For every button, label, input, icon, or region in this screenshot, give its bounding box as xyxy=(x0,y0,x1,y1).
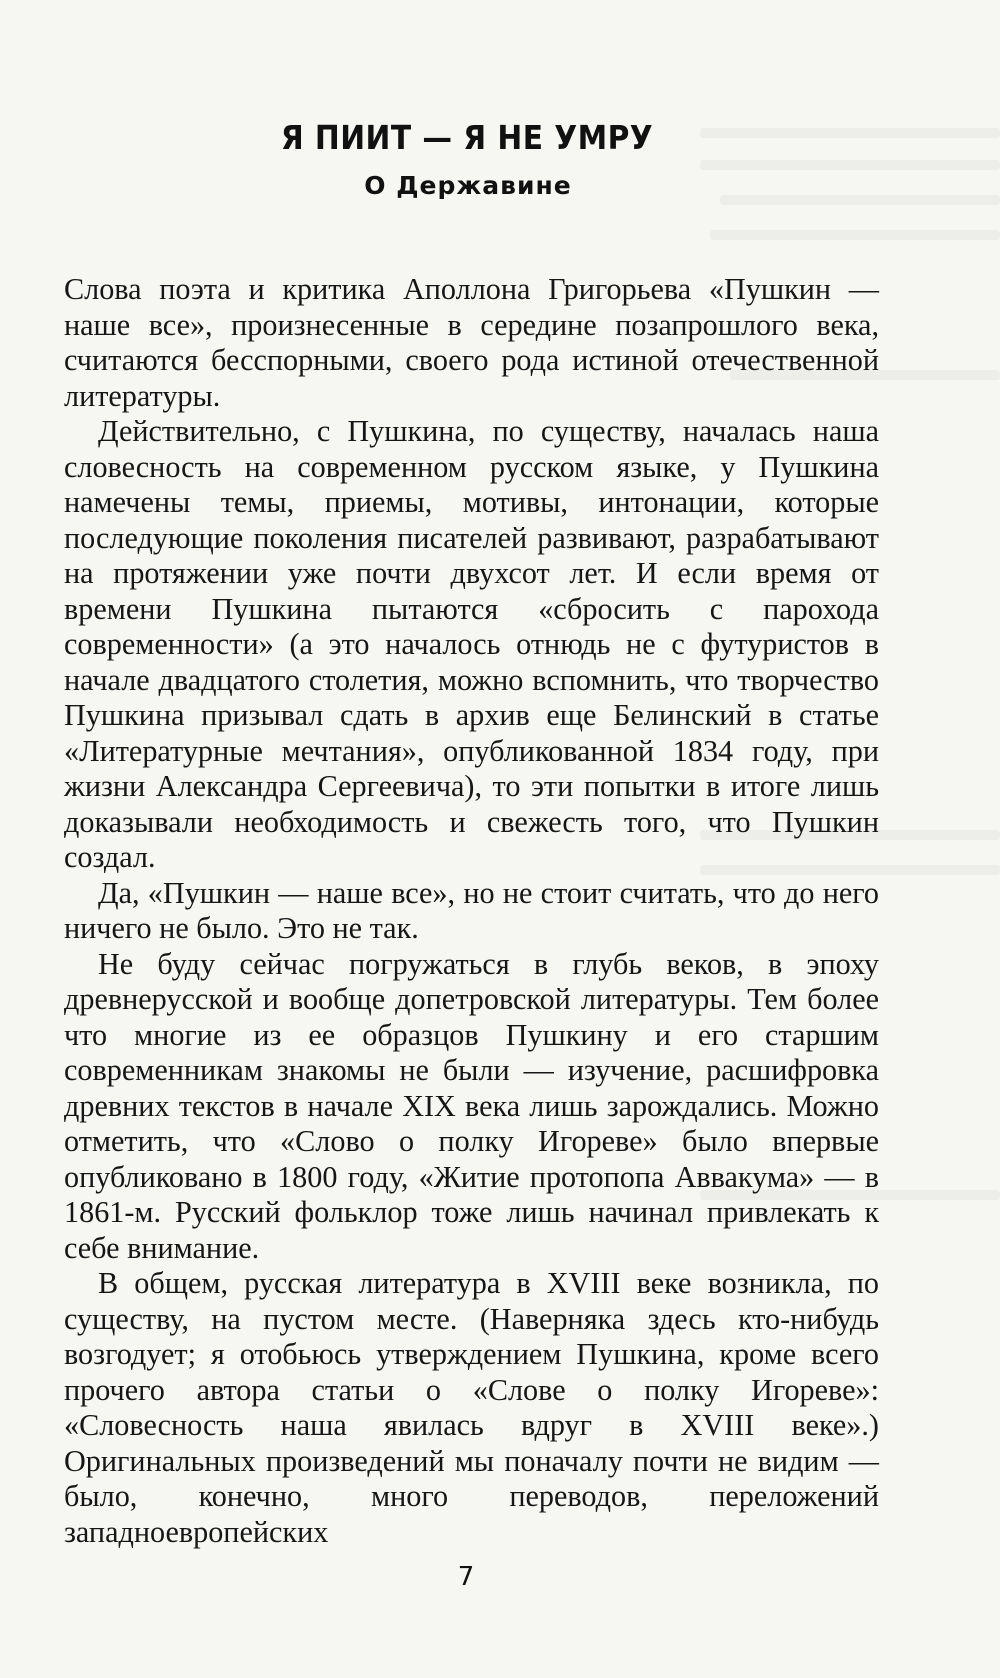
paragraph: Да, «Пушкин — наше все», но не стоит считать, что до него ничего не было. Это не так. xyxy=(64,875,879,945)
chapter-title: Я ПИИТ — Я НЕ УМРУ xyxy=(280,118,654,157)
paragraph: Действительно, с Пушкина, по существу, началась наша словесность на современном русском языке, у Пушкина намечены темы, приемы, мотивы, интонации, которые последующие поколения писателей развивают, разрабатывают на протяжении уже почти двухсот лет. И если время от времени Пушкина пытаются «сбросить с парохода современности» (а это началось отнюдь не с футуристов в начале двадцатого столетия, можно вспомнить, что творчество Пушкина призывал сдать в архив еще Белинский в статье «Литературные мечтания», опубликованной 1834 году, при жизни Александра Сергеевича), то эти попытки в итоге лишь доказывали необходимость и свежесть того, что Пушкин создал. xyxy=(64,414,879,874)
page-number: 7 xyxy=(457,1562,475,1592)
paragraph: Не буду сейчас погружаться в глубь веков, в эпоху древнерусской и вообще допетровской литературы. Тем более что многие из ее образцов Пушкину и его старшим современникам знакомы не были — изучение, расшифровка древних текстов в начале XIX века лишь зарождались. Можно отметить, что «Слово о полку Игореве» было впервые опубликовано в 1800 году, «Житие протопопа Аввакума» — в 1861-м. Русский фольклор тоже лишь начинал привлекать к себе внимание. xyxy=(64,946,879,1265)
paragraph: Слова поэта и критика Аполлона Григорьева «Пушкин — наше все», произнесенные в середине позапрошлого века, считаются бесспорными, своего рода истиной отечественной литературы. xyxy=(64,272,879,413)
chapter-subtitle: О Державине xyxy=(364,171,572,200)
body-text xyxy=(64,272,879,1550)
paragraph: В общем, русская литература в XVIII веке возникла, по существу, на пустом месте. (Наверняка здесь кто-нибудь возгодует; я отобьюсь утверждением Пушкина, кроме всего прочего автора статьи о «Слове о полку Игореве»: «Словесность наша явилась вдруг в XVIII веке».) Оригинальных произведений мы поначалу почти не видим — было, конечно, много переводов, переложений западноевропейских xyxy=(64,1266,879,1549)
chapter-header xyxy=(0,118,1000,200)
